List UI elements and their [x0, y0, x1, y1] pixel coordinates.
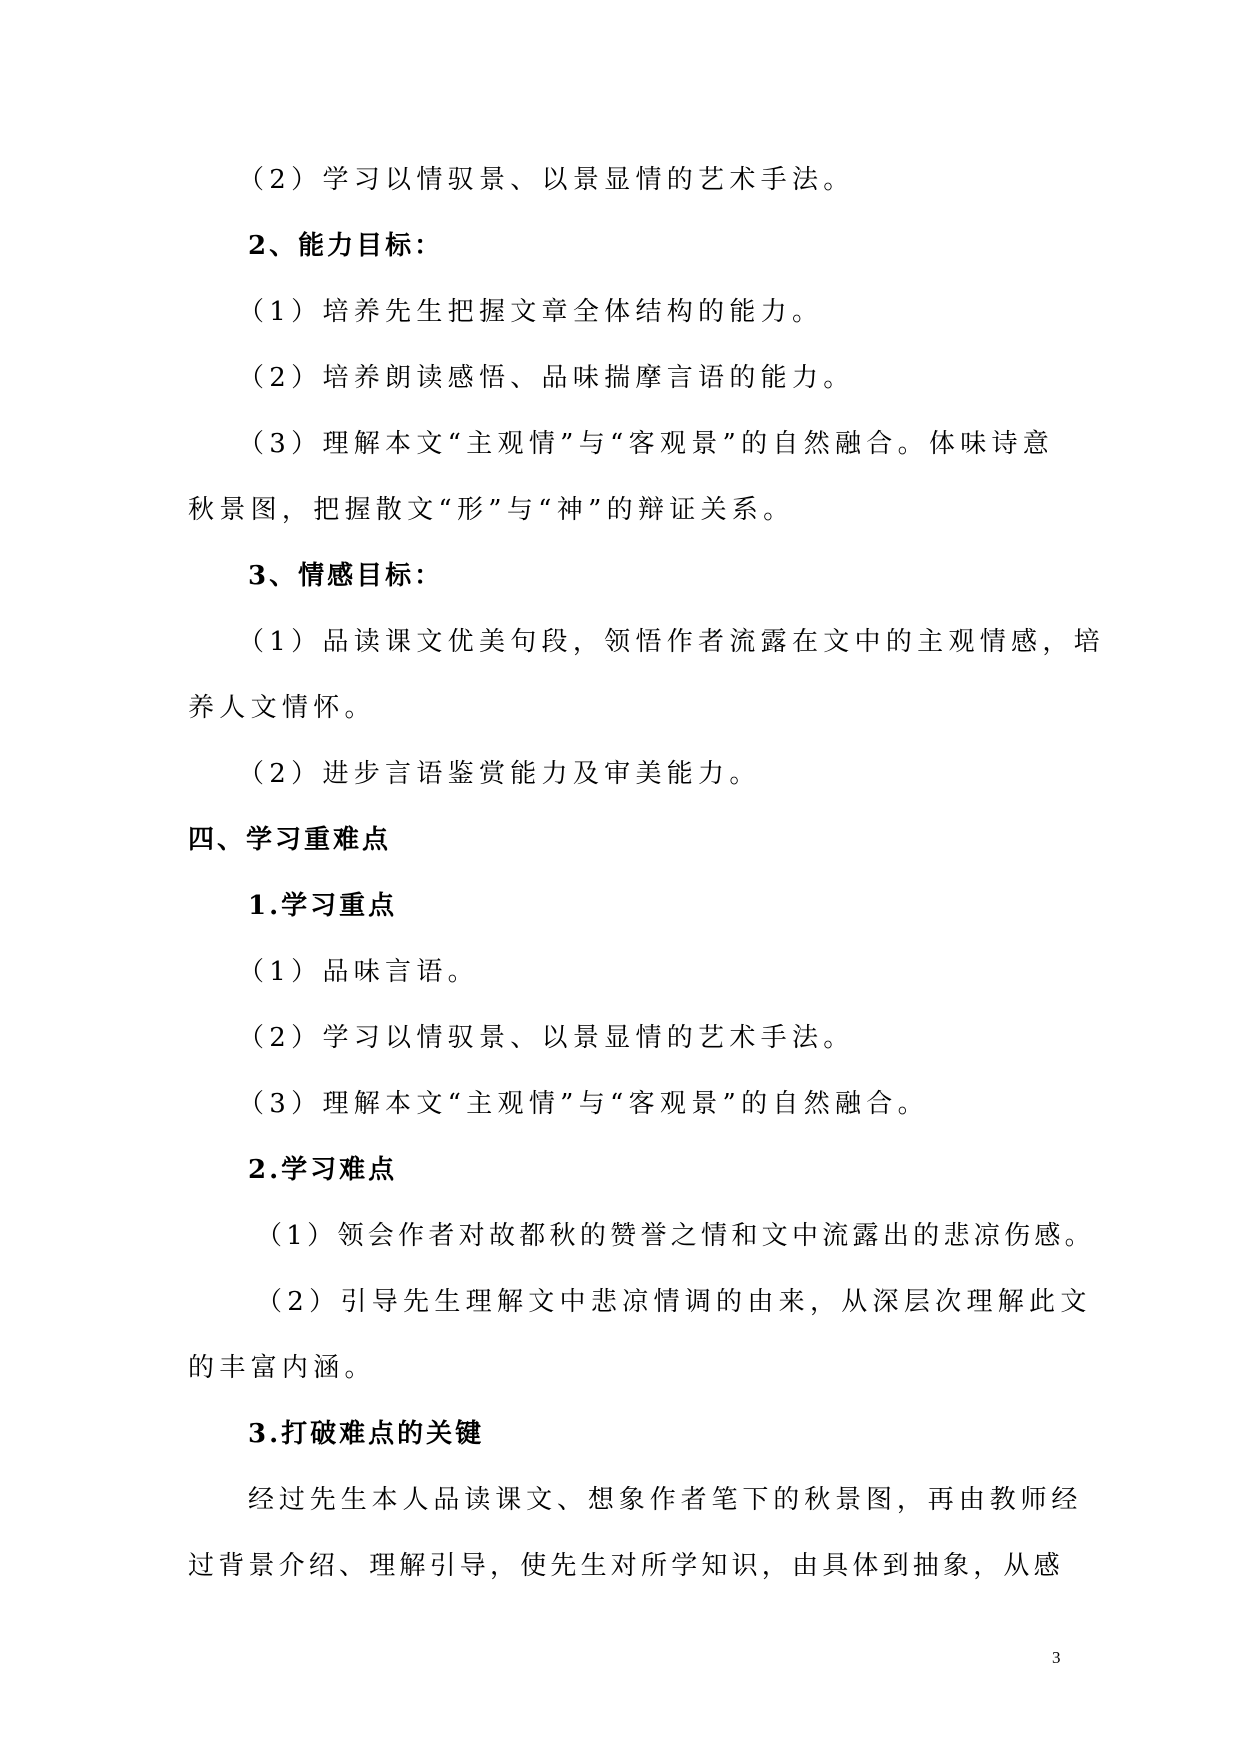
- text-line: 养人文情怀。: [188, 693, 376, 723]
- text-line: （2）进步言语鉴赏能力及审美能力。: [238, 759, 761, 789]
- text-line: （2）学习以情驭景、以景显情的艺术手法。: [238, 165, 855, 195]
- text-line: 的丰富内涵。: [188, 1353, 376, 1383]
- text-line: （2）学习以情驭景、以景显情的艺术手法。: [238, 1023, 855, 1053]
- section-heading: 3.打破难点的关键: [248, 1419, 485, 1449]
- text-line: （2）引导先生理解文中悲凉情调的由来，从深层次理解此文: [256, 1287, 1092, 1317]
- section-heading: 2.学习难点: [248, 1155, 398, 1185]
- chapter-heading: 四、学习重难点: [188, 825, 392, 855]
- section-heading: 1.学习重点: [248, 891, 398, 921]
- text-line: （1）品读课文优美句段，领悟作者流露在文中的主观情感，培: [238, 627, 1105, 657]
- text-line: （3）理解本文“主观情”与“客观景”的自然融合。: [238, 1089, 929, 1119]
- text-line: （3）理解本文“主观情”与“客观景”的自然融合。体味诗意: [238, 429, 1055, 459]
- text-line: 过背景介绍、理解引导，使先生对所学知识，由具体到抽象，从感: [188, 1551, 1064, 1581]
- section-heading: 3、情感目标：: [248, 561, 444, 591]
- section-heading: 2、能力目标：: [248, 231, 444, 261]
- text-line: （1）品味言语。: [238, 957, 479, 987]
- text-line: （1）培养先生把握文章全体结构的能力。: [238, 297, 824, 327]
- page-number: 3: [1052, 1648, 1061, 1667]
- text-line: （1）领会作者对故都秋的赞誉之情和文中流露出的悲凉伤感。: [256, 1221, 1095, 1251]
- text-line: 经过先生本人品读课文、想象作者笔下的秋景图，再由教师经: [248, 1485, 1083, 1515]
- text-line: 秋景图，把握散文“形”与“神”的辩证关系。: [188, 495, 795, 525]
- text-line: （2）培养朗读感悟、品味揣摩言语的能力。: [238, 363, 855, 393]
